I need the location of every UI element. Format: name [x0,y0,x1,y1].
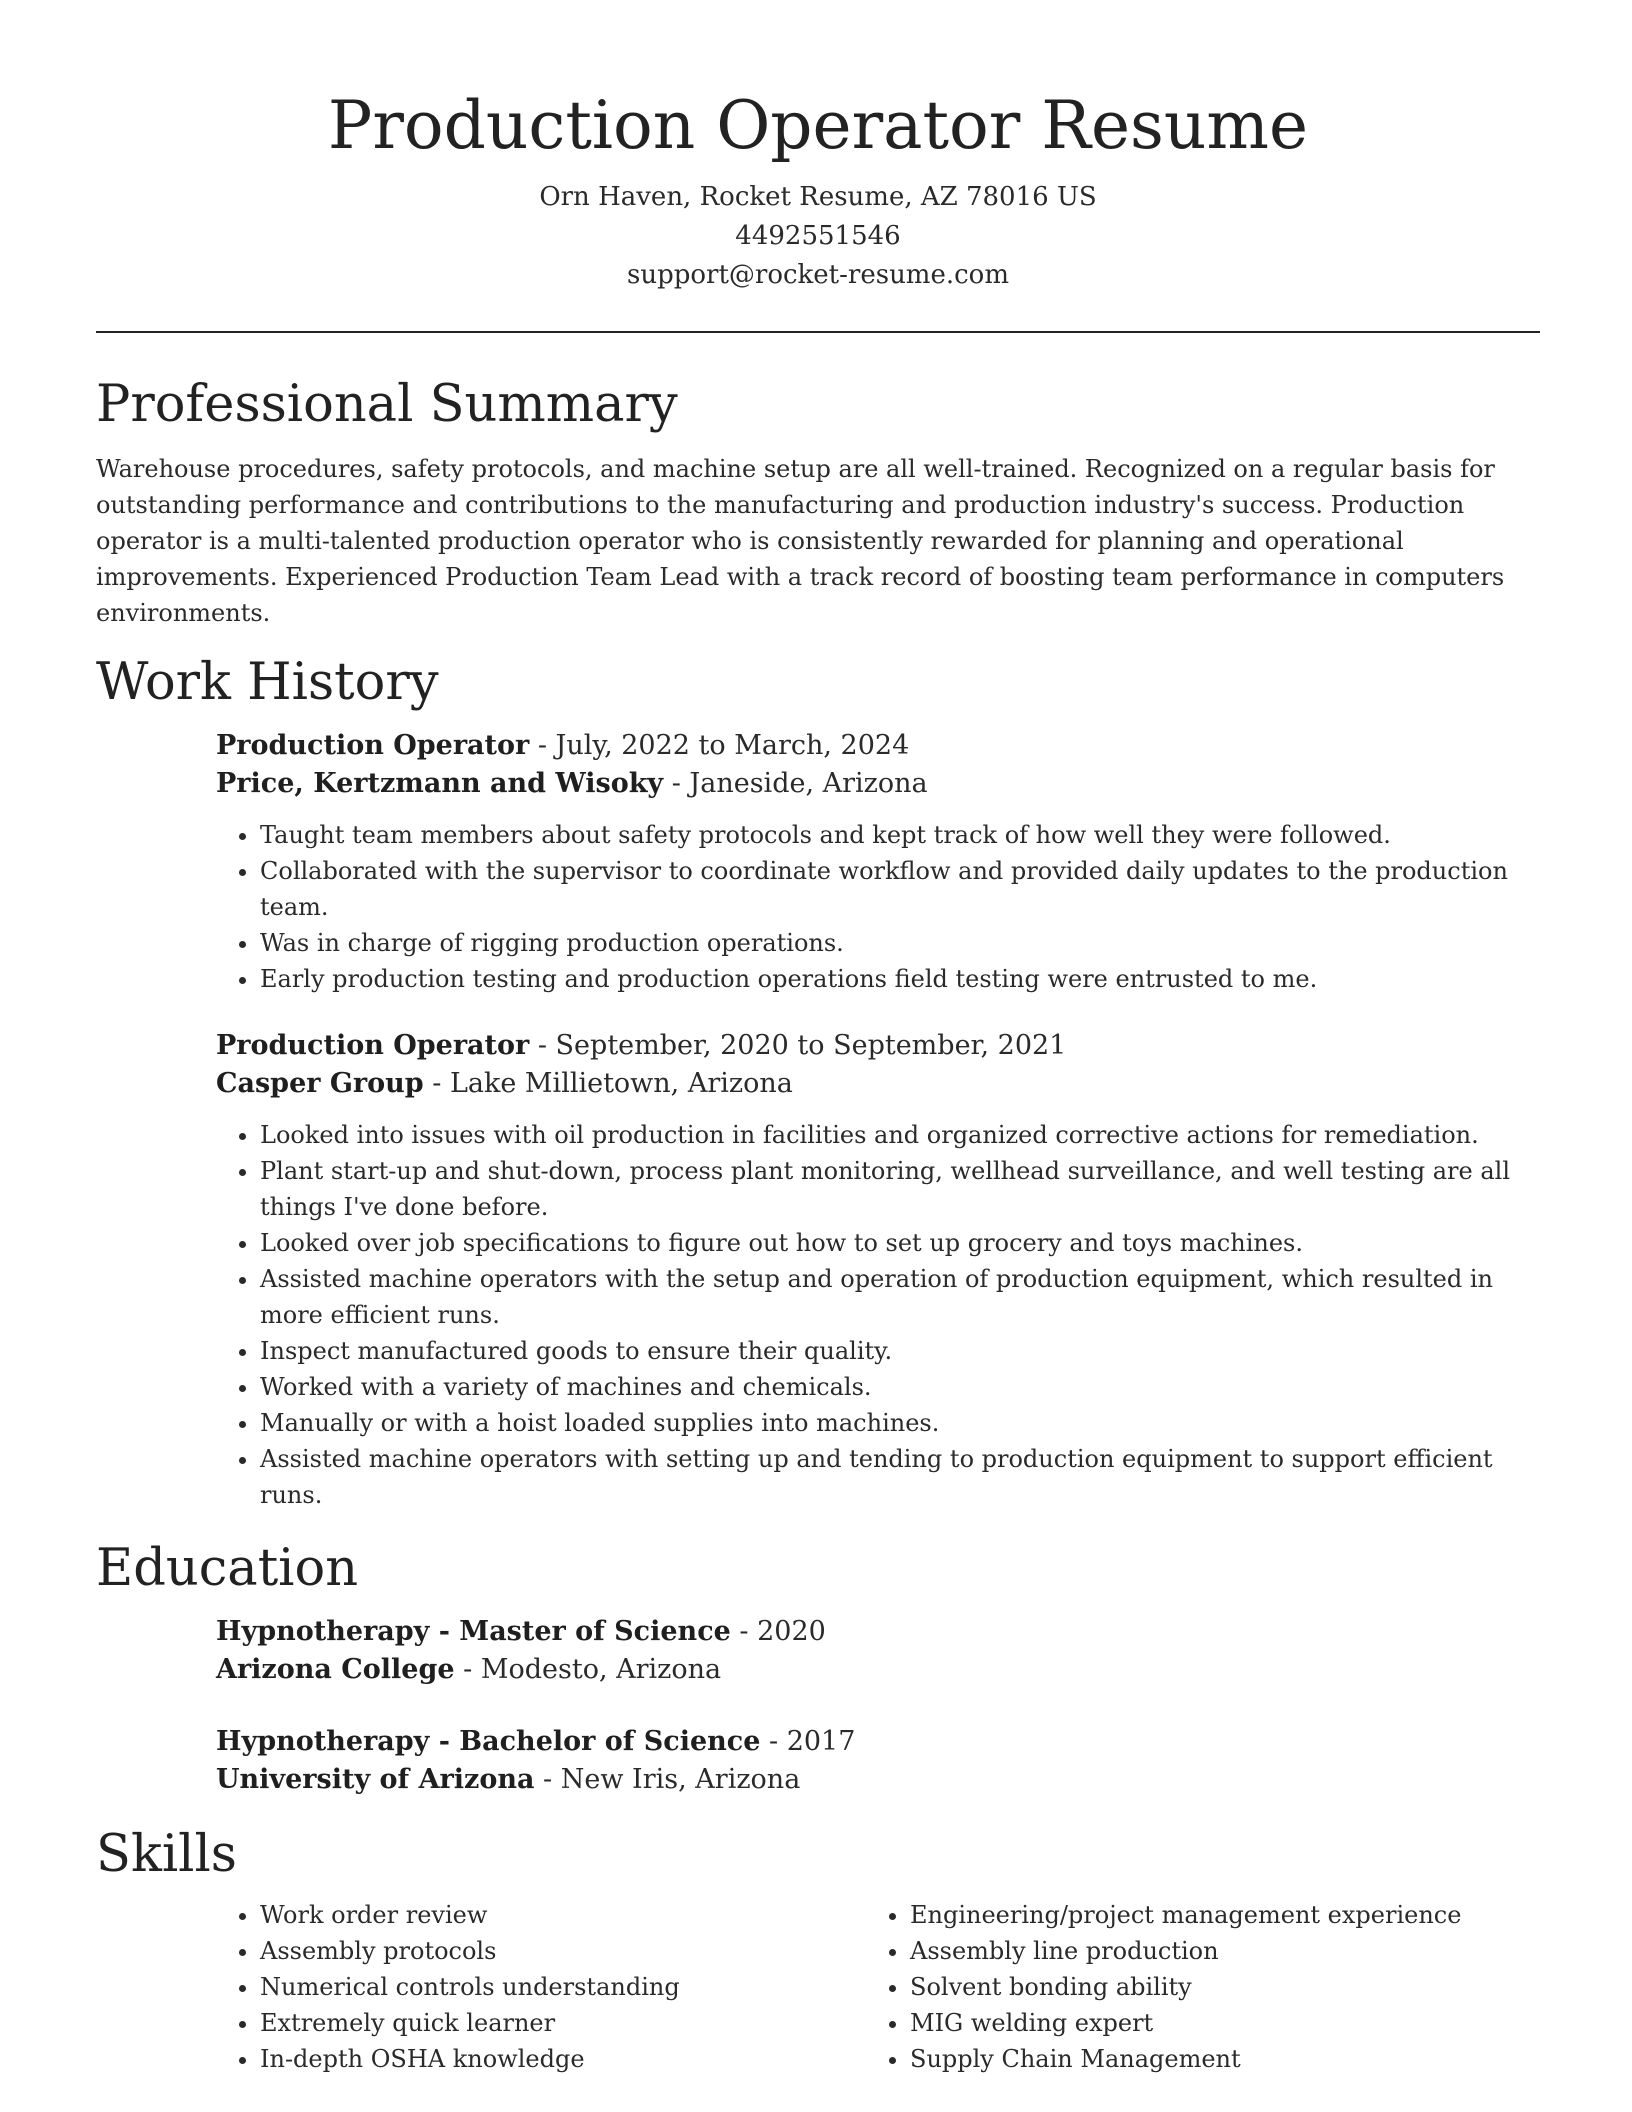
skills-grid [216,1897,1540,2077]
list-item: • Worked with a variety of machines and chemicals. [260,1369,1540,1405]
education-degree: - Master of Science [429,1616,731,1647]
job-location: - Lake Millietown, Arizona [423,1068,793,1099]
list-item: • Plant start-up and shut-down, process plant monitoring, wellhead surveillance, and well testing are all things I've done before. [260,1153,1540,1225]
job-entry [216,727,1540,997]
list-item: • Engineering/project management experience [910,1897,1516,1933]
summary-section [96,373,1540,631]
education-field: Hypnotherapy [216,1616,430,1647]
education-degree-line [216,1613,1540,1651]
contact-email: support@rocket-resume.com [626,260,1009,290]
job-dates: - July, 2022 to March, 2024 [529,730,910,761]
skills-column-right [866,1897,1516,2077]
list-item: • Assisted machine operators with setting up and tending to production equipment to support efficient runs. [260,1441,1540,1513]
education-entry [216,1613,1540,1689]
education-entry [216,1723,1540,1799]
education-location: - Modesto, Arizona [454,1654,722,1685]
resume-header [96,0,1540,295]
job-org-line [216,1065,1540,1103]
skills-list [866,1897,1516,2077]
education-school-line [216,1761,1540,1799]
header-divider [96,331,1540,333]
skills-heading: Skills [96,1825,237,1884]
job-org-line [216,765,1540,803]
list-item: • Collaborated with the supervisor to coordinate workflow and provided daily updates to the production team. [260,853,1540,925]
job-location: - Janeside, Arizona [663,768,928,799]
list-item: • Assembly protocols [260,1933,866,1969]
list-item: • Early production testing and production operations field testing were entrusted to me. [260,961,1540,997]
list-item: • MIG welding expert [910,2005,1516,2041]
education-degree-line [216,1723,1540,1761]
job-company: Price, Kertzmann and Wisoky [216,768,664,799]
education-year: - 2017 [760,1726,856,1757]
summary-text: Warehouse procedures, safety protocols, and machine setup are all well-trained. Recognized on a regular basis for outstanding performance and contributions to the manufacturing and production industry's success. Production operator is a multi-talented production operator who is consistently rewarded for planning and operational improvements. Experienced Production Team Lead with a track record of boosting team performance in computers environments. [96,455,1505,627]
list-item: • Work order review [260,1897,866,1933]
resume-page [96,0,1540,2077]
list-item: • Looked over job specifications to figure out how to set up grocery and toys machines. [260,1225,1540,1261]
job-title-line [216,727,1540,765]
job-entry [216,1027,1540,1513]
list-item: • Manually or with a hoist loaded supplies into machines. [260,1405,1540,1441]
list-item: • Assisted machine operators with the setup and operation of production equipment, which resulted in more efficient runs. [260,1261,1540,1333]
list-item: • Looked into issues with oil production in facilities and organized corrective actions for remediation. [260,1117,1540,1153]
list-item: • Inspect manufactured goods to ensure their quality. [260,1333,1540,1369]
list-item: • Supply Chain Management [910,2041,1516,2077]
job-company: Casper Group [216,1068,424,1099]
skills-section [96,1823,1540,2077]
job-title: Production Operator [216,1030,530,1061]
job-title-line [216,1027,1540,1065]
education-section [96,1537,1540,1799]
list-item: • Taught team members about safety protocols and kept track of how well they were followed. [260,817,1540,853]
job-dates: - September, 2020 to September, 2021 [529,1030,1067,1061]
education-school: Arizona College [216,1654,455,1685]
summary-heading: Professional Summary [96,375,678,434]
work-history-heading: Work History [96,653,439,712]
job-title: Production Operator [216,730,530,761]
work-history-section [96,651,1540,1513]
contact-block [96,178,1540,295]
contact-phone: 4492551546 [735,221,901,251]
education-school: University of Arizona [216,1764,535,1795]
skills-column-left [216,1897,866,2077]
contact-address: Orn Haven, Rocket Resume, AZ 78016 US [539,182,1097,212]
job-bullets [216,1117,1540,1513]
list-item: • Extremely quick learner [260,2005,866,2041]
skills-list [216,1897,866,2077]
list-item: • In-depth OSHA knowledge [260,2041,866,2077]
list-item: • Was in charge of rigging production operations. [260,925,1540,961]
education-location: - New Iris, Arizona [534,1764,801,1795]
resume-title: Production Operator Resume [327,87,1309,164]
job-bullets [216,817,1540,997]
education-degree: - Bachelor of Science [429,1726,761,1757]
list-item: • Numerical controls understanding [260,1969,866,2005]
list-item: • Solvent bonding ability [910,1969,1516,2005]
list-item: • Assembly line production [910,1933,1516,1969]
education-school-line [216,1651,1540,1689]
education-year: - 2020 [730,1616,826,1647]
education-field: Hypnotherapy [216,1726,430,1757]
education-heading: Education [96,1539,359,1598]
